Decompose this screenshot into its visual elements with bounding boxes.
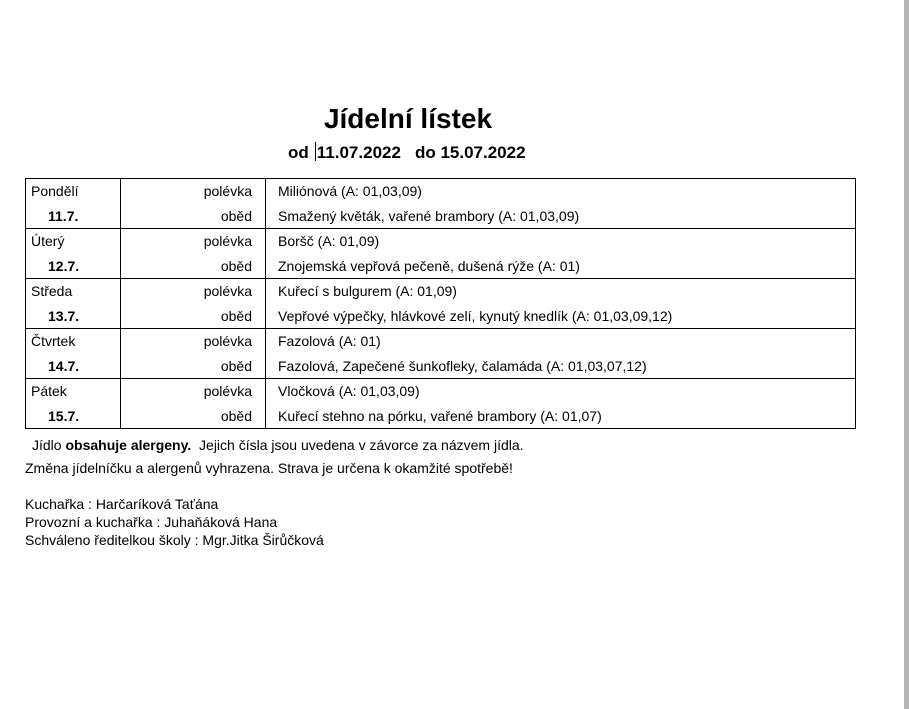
date-to: 15.07.2022 (440, 143, 526, 162)
meal-type: polévka (121, 279, 266, 304)
meal-type: oběd (121, 253, 266, 279)
page-title: Jídelní lístek (323, 103, 493, 134)
change-note: Změna jídelníčku a alergenů vyhrazena. Strava je určena k okamžité spotřebě! (25, 460, 513, 476)
table-row (26, 379, 856, 404)
date-from: 11.07.2022 (316, 143, 401, 162)
staff-info (25, 495, 324, 549)
table-row (26, 303, 856, 329)
viewer-scrollbar[interactable] (904, 0, 909, 709)
soup-item: Fazolová (A: 01) (266, 329, 856, 354)
table-row (26, 203, 856, 229)
text-cursor (315, 142, 316, 161)
approval-line: Schváleno ředitelkou školy : Mgr.Jitka Širůčková (25, 532, 324, 548)
day-name: Úterý (31, 233, 65, 249)
table-row (26, 353, 856, 379)
day-name: Pátek (31, 383, 67, 399)
allergen-note: Jídlo obsahuje alergeny. Jejich čísla jsou uvedena v závorce za názvem jídla. (32, 437, 524, 453)
day-date: 15.7. (48, 407, 80, 424)
table-row (26, 329, 856, 354)
main-item: Fazolová, Zapečené šunkofleky, čalamáda (A: 01,03,07,12) (266, 353, 856, 379)
meal-type: polévka (121, 379, 266, 404)
meal-type: oběd (121, 353, 266, 379)
main-item: Smažený květák, vařené brambory (A: 01,03,09) (266, 203, 856, 229)
main-item: Znojemská vepřová pečeně, dušená rýže (A: 01) (266, 253, 856, 279)
main-item: Kuřecí stehno na pórku, vařené brambory (A: 01,07) (266, 403, 856, 429)
table-row (26, 229, 856, 254)
meal-type: oběd (121, 303, 266, 329)
soup-item: Vločková (A: 01,03,09) (266, 379, 856, 404)
manager-line: Provozní a kuchařka : Juhaňáková Hana (25, 514, 278, 530)
meal-type: polévka (121, 229, 266, 254)
table-row (26, 253, 856, 279)
day-date: 12.7. (48, 257, 80, 274)
day-name: Pondělí (31, 183, 79, 199)
table-row (26, 179, 856, 204)
date-to-label: do (414, 143, 436, 162)
day-date: 11.7. (48, 207, 79, 224)
cook-line: Kuchařka : Harčaríková Taťána (25, 496, 219, 512)
meal-type: oběd (121, 403, 266, 429)
day-name: Středa (31, 283, 73, 299)
day-name: Čtvrtek (31, 333, 76, 349)
date-from-label: od (288, 143, 309, 162)
soup-item: Miliónová (A: 01,03,09) (266, 179, 856, 204)
meal-type: polévka (121, 179, 266, 204)
meal-type: oběd (121, 203, 266, 229)
table-row (26, 279, 856, 304)
menu-table (25, 178, 856, 429)
soup-item: Boršč (A: 01,09) (266, 229, 856, 254)
allergen-notes (25, 434, 524, 480)
table-row (26, 403, 856, 429)
day-date: 14.7. (48, 357, 80, 374)
date-range (288, 142, 526, 164)
day-date: 13.7. (48, 307, 80, 324)
meal-type: polévka (121, 329, 266, 354)
soup-item: Kuřecí s bulgurem (A: 01,09) (266, 279, 856, 304)
main-item: Vepřové výpečky, hlávkové zelí, kynutý knedlík (A: 01,03,09,12) (266, 303, 856, 329)
